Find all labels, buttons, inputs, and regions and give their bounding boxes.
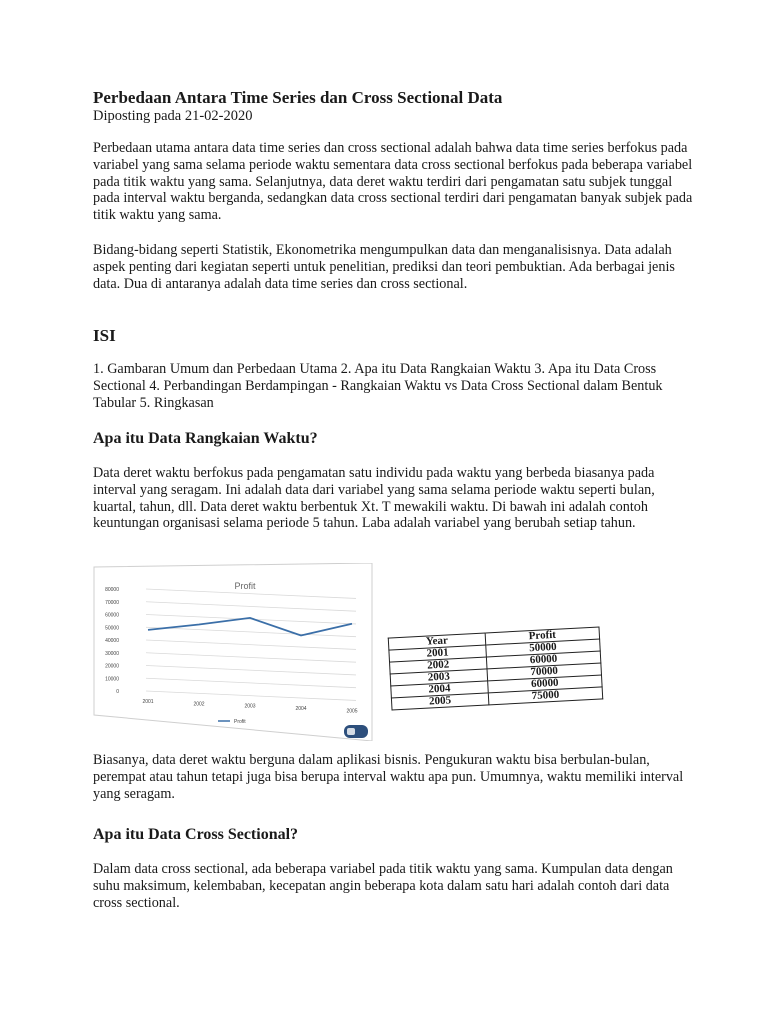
table-cell: 75000 (488, 687, 603, 705)
table-cell: 2003 (390, 669, 487, 686)
table-cell: 60000 (486, 651, 601, 669)
posted-date: Diposting pada 21-02-2020 (93, 108, 253, 124)
y-tick-label: 70000 (105, 599, 119, 606)
section-time-series-after: Biasanya, data deret waktu berguna dalam aplikasi bisnis. Pengukuran waktu bisa berbulan-bulan, perempat atau tahun tetapi juga bisa berupa interval waktu apa pun. Umumnya, waktu memiliki interval yang seragam. (93, 752, 684, 802)
x-tick-label: 2002 (193, 701, 205, 708)
profit-line-chart (90, 563, 376, 741)
x-tick-label: 2001 (142, 699, 154, 706)
chart-frame (94, 563, 372, 741)
logo-badge (344, 725, 368, 738)
table-header-year: Year (388, 633, 485, 650)
table-cell: 2001 (389, 645, 486, 662)
y-tick-label: 80000 (105, 587, 119, 593)
chart-title: Profit (234, 581, 256, 591)
table-header-profit: Profit (485, 627, 600, 645)
paragraph-fields: Bidang-bidang seperti Statistik, Ekonometrika mengumpulkan data dan menganalisisnya. Data adalah aspek penting dari kegiatan seperti untuk penelitian, prediksi dan teori pembuktian. Ada berbagai jenis data. Dua di antaranya adalah data time series dan cross sectional. (93, 242, 675, 292)
section-time-series-heading: Apa itu Data Rangkaian Waktu? (93, 430, 318, 447)
table-cell: 2004 (391, 681, 488, 698)
y-tick-label: 60000 (105, 612, 119, 619)
table-cell: 50000 (486, 639, 601, 657)
table-cell: 2002 (390, 657, 487, 674)
y-tick-label: 20000 (105, 663, 119, 670)
table-cell: 70000 (487, 663, 602, 681)
x-tick-label: 2005 (346, 708, 358, 715)
y-tick-label: 40000 (105, 638, 119, 644)
section-cross-sectional-body: Dalam data cross sectional, ada beberapa variabel pada titik waktu yang sama. Kumpulan data dengan suhu maksimum, kelembaban, kecepatan angin beberapa kota dalam satu hari adalah contoh dari data cross sectional. (93, 861, 673, 911)
chart-svg (90, 563, 376, 741)
profit-table (388, 627, 604, 711)
x-tick-label: 2003 (244, 703, 256, 710)
table-cell: 2005 (391, 693, 488, 710)
profit-table-image (388, 627, 605, 730)
y-tick-label: 10000 (105, 676, 119, 683)
x-tick-label: 2004 (295, 705, 307, 712)
y-tick-label: 0 (116, 689, 119, 695)
legend-label: Profit (234, 719, 246, 725)
section-time-series-body: Data deret waktu berfokus pada pengamatan satu individu pada waktu yang berbeda biasanya pada interval yang seragam. Ini adalah data dari variabel yang sama selama periode waktu seperti bulan, kuartal, tahun, dll. Data deret waktu berbentuk Xt. T mewakili waktu. Di bawah ini adalah contoh keuntungan organisasi selama periode 5 tahun. Laba adalah variabel yang berubah setiap tahun. (93, 465, 655, 532)
paragraph-intro: Perbedaan utama antara data time series dan cross sectional adalah bahwa data time series berfokus pada variabel yang sama selama periode waktu sementara data cross sectional berfokus pada beberapa variabel pada titik waktu yang sama. Selanjutnya, data deret waktu terdiri dari pengamatan satu subjek tunggal pada interval waktu berganda, sedangkan data cross sectional terdiri dari pengamatan banyak subjek pada titik waktu yang sama. (93, 140, 693, 224)
y-tick-label: 50000 (105, 625, 119, 632)
toc-paragraph: 1. Gambaran Umum dan Perbedaan Utama 2. Apa itu Data Rangkaian Waktu 3. Apa itu Data Cross Sectional 4. Perbandingan Berdampingan - Rangkaian Waktu vs Data Cross Sectional dalam Bentuk Tabular 5. Ringkasan (93, 361, 663, 411)
table-cell: 60000 (488, 675, 603, 693)
isi-heading: ISI (93, 326, 116, 345)
section-cross-sectional-heading: Apa itu Data Cross Sectional? (93, 826, 299, 843)
y-tick-label: 30000 (105, 650, 119, 657)
document-title: Perbedaan Antara Time Series dan Cross Sectional Data (93, 88, 503, 107)
